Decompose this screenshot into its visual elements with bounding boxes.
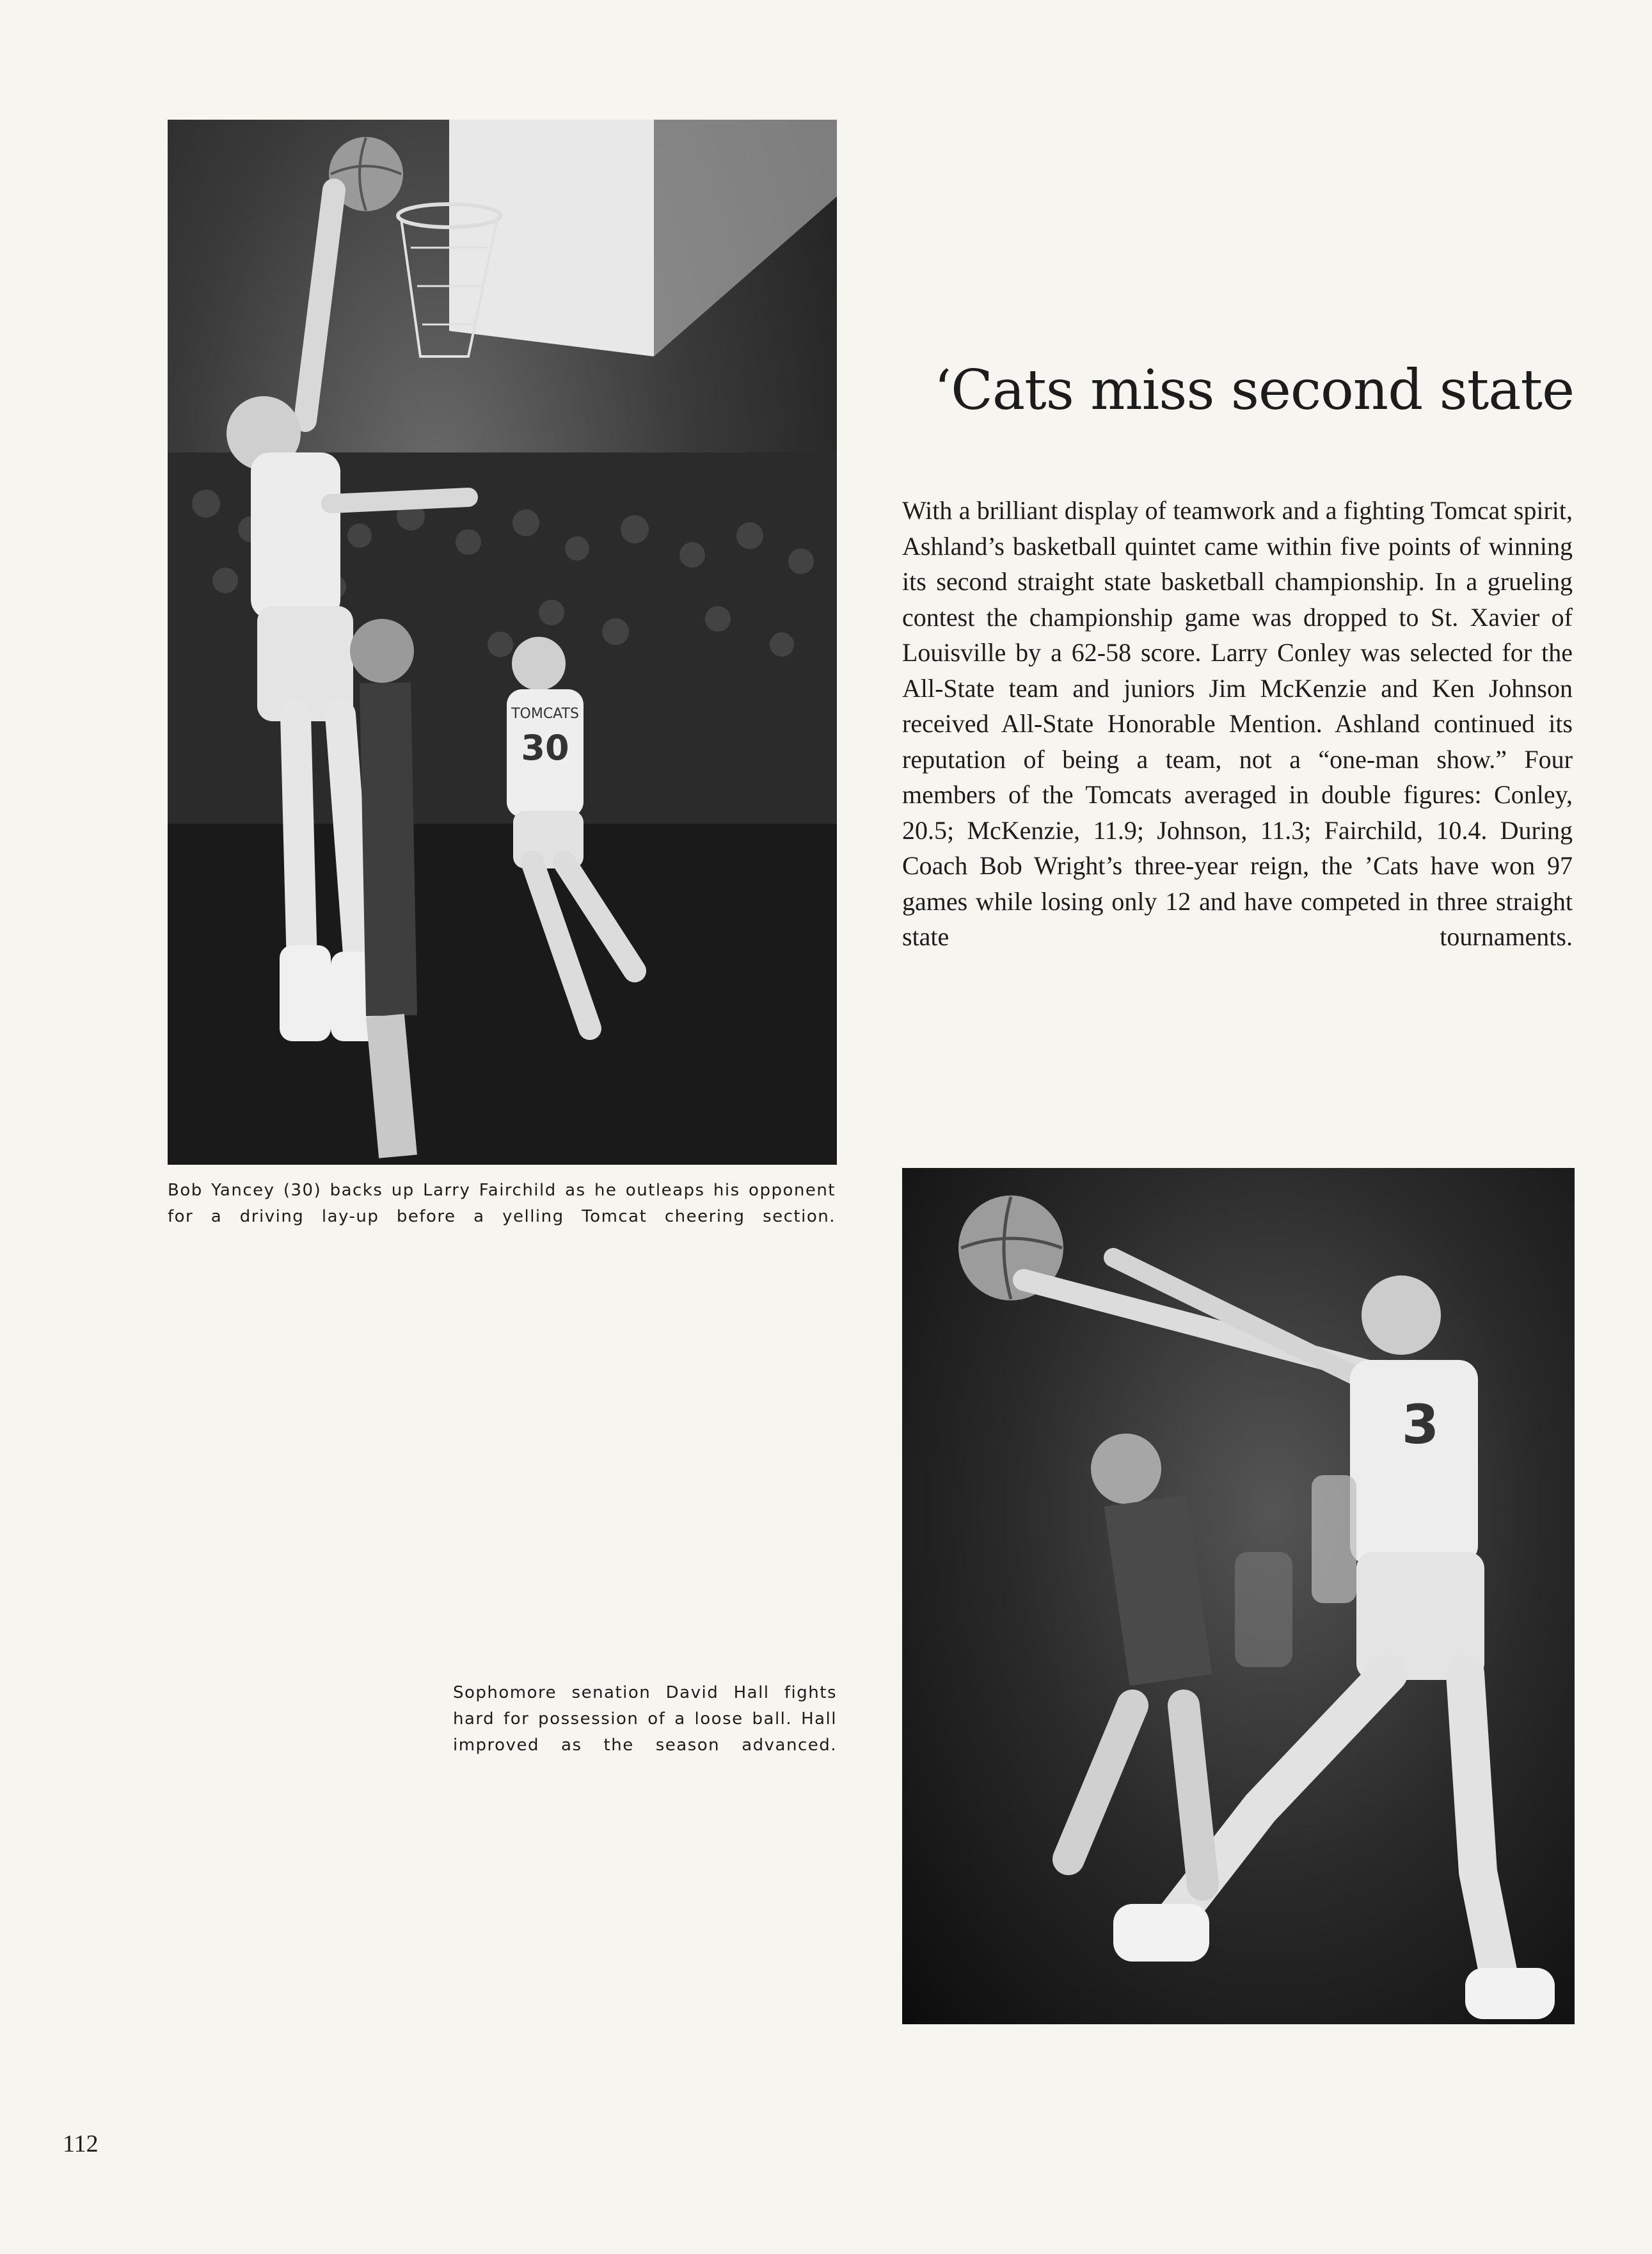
page-number: 112 [63, 2130, 99, 2157]
headline: ‘Cats miss second state [933, 358, 1574, 422]
article-body: With a brilliant display of teamwork and a fighting Tomcat spirit, Ashland’s basketball quintet came within five points of winning its second straight state basketball championship. In a grueling contest the championship game was dropped to St. Xavier of Louisville by a 62-58 score. Larry Conley was selected for the All-State team and juniors Jim McKenzie and Ken Johnson received All-State Honorable Mention. Ashland continued its reputation of being a team, not a “one-man show.” Four members of the Tomcats averaged in double figures: Conley, 20.5; McKenzie, 11.9; Johnson, 11.3; Fairchild, 10.4. During Coach Bob Wright’s three-year reign, the ’Cats have won 97 games while losing only 12 and have competed in three straight state tournaments. [902, 496, 1573, 951]
photo-loose-ball-illustration [902, 1168, 1575, 2024]
jersey-number: 30 [521, 728, 569, 768]
caption-bottom-photo: Sophomore senation David Hall fights hard for possession of a loose ball. Hall improved as the season advanced. [453, 1683, 837, 1755]
jersey-text: TOMCATS [511, 706, 579, 722]
photo-layup-illustration [168, 120, 837, 1165]
caption-top-photo: Bob Yancey (30) backs up Larry Fairchild as he outleaps his opponent for a driving lay-up before a yelling Tomcat cheering section. [168, 1181, 836, 1226]
jersey-number-bottom: 3 [1401, 1393, 1440, 1456]
photo-loose-ball [902, 1168, 1575, 2024]
photo-layup [168, 120, 837, 1165]
